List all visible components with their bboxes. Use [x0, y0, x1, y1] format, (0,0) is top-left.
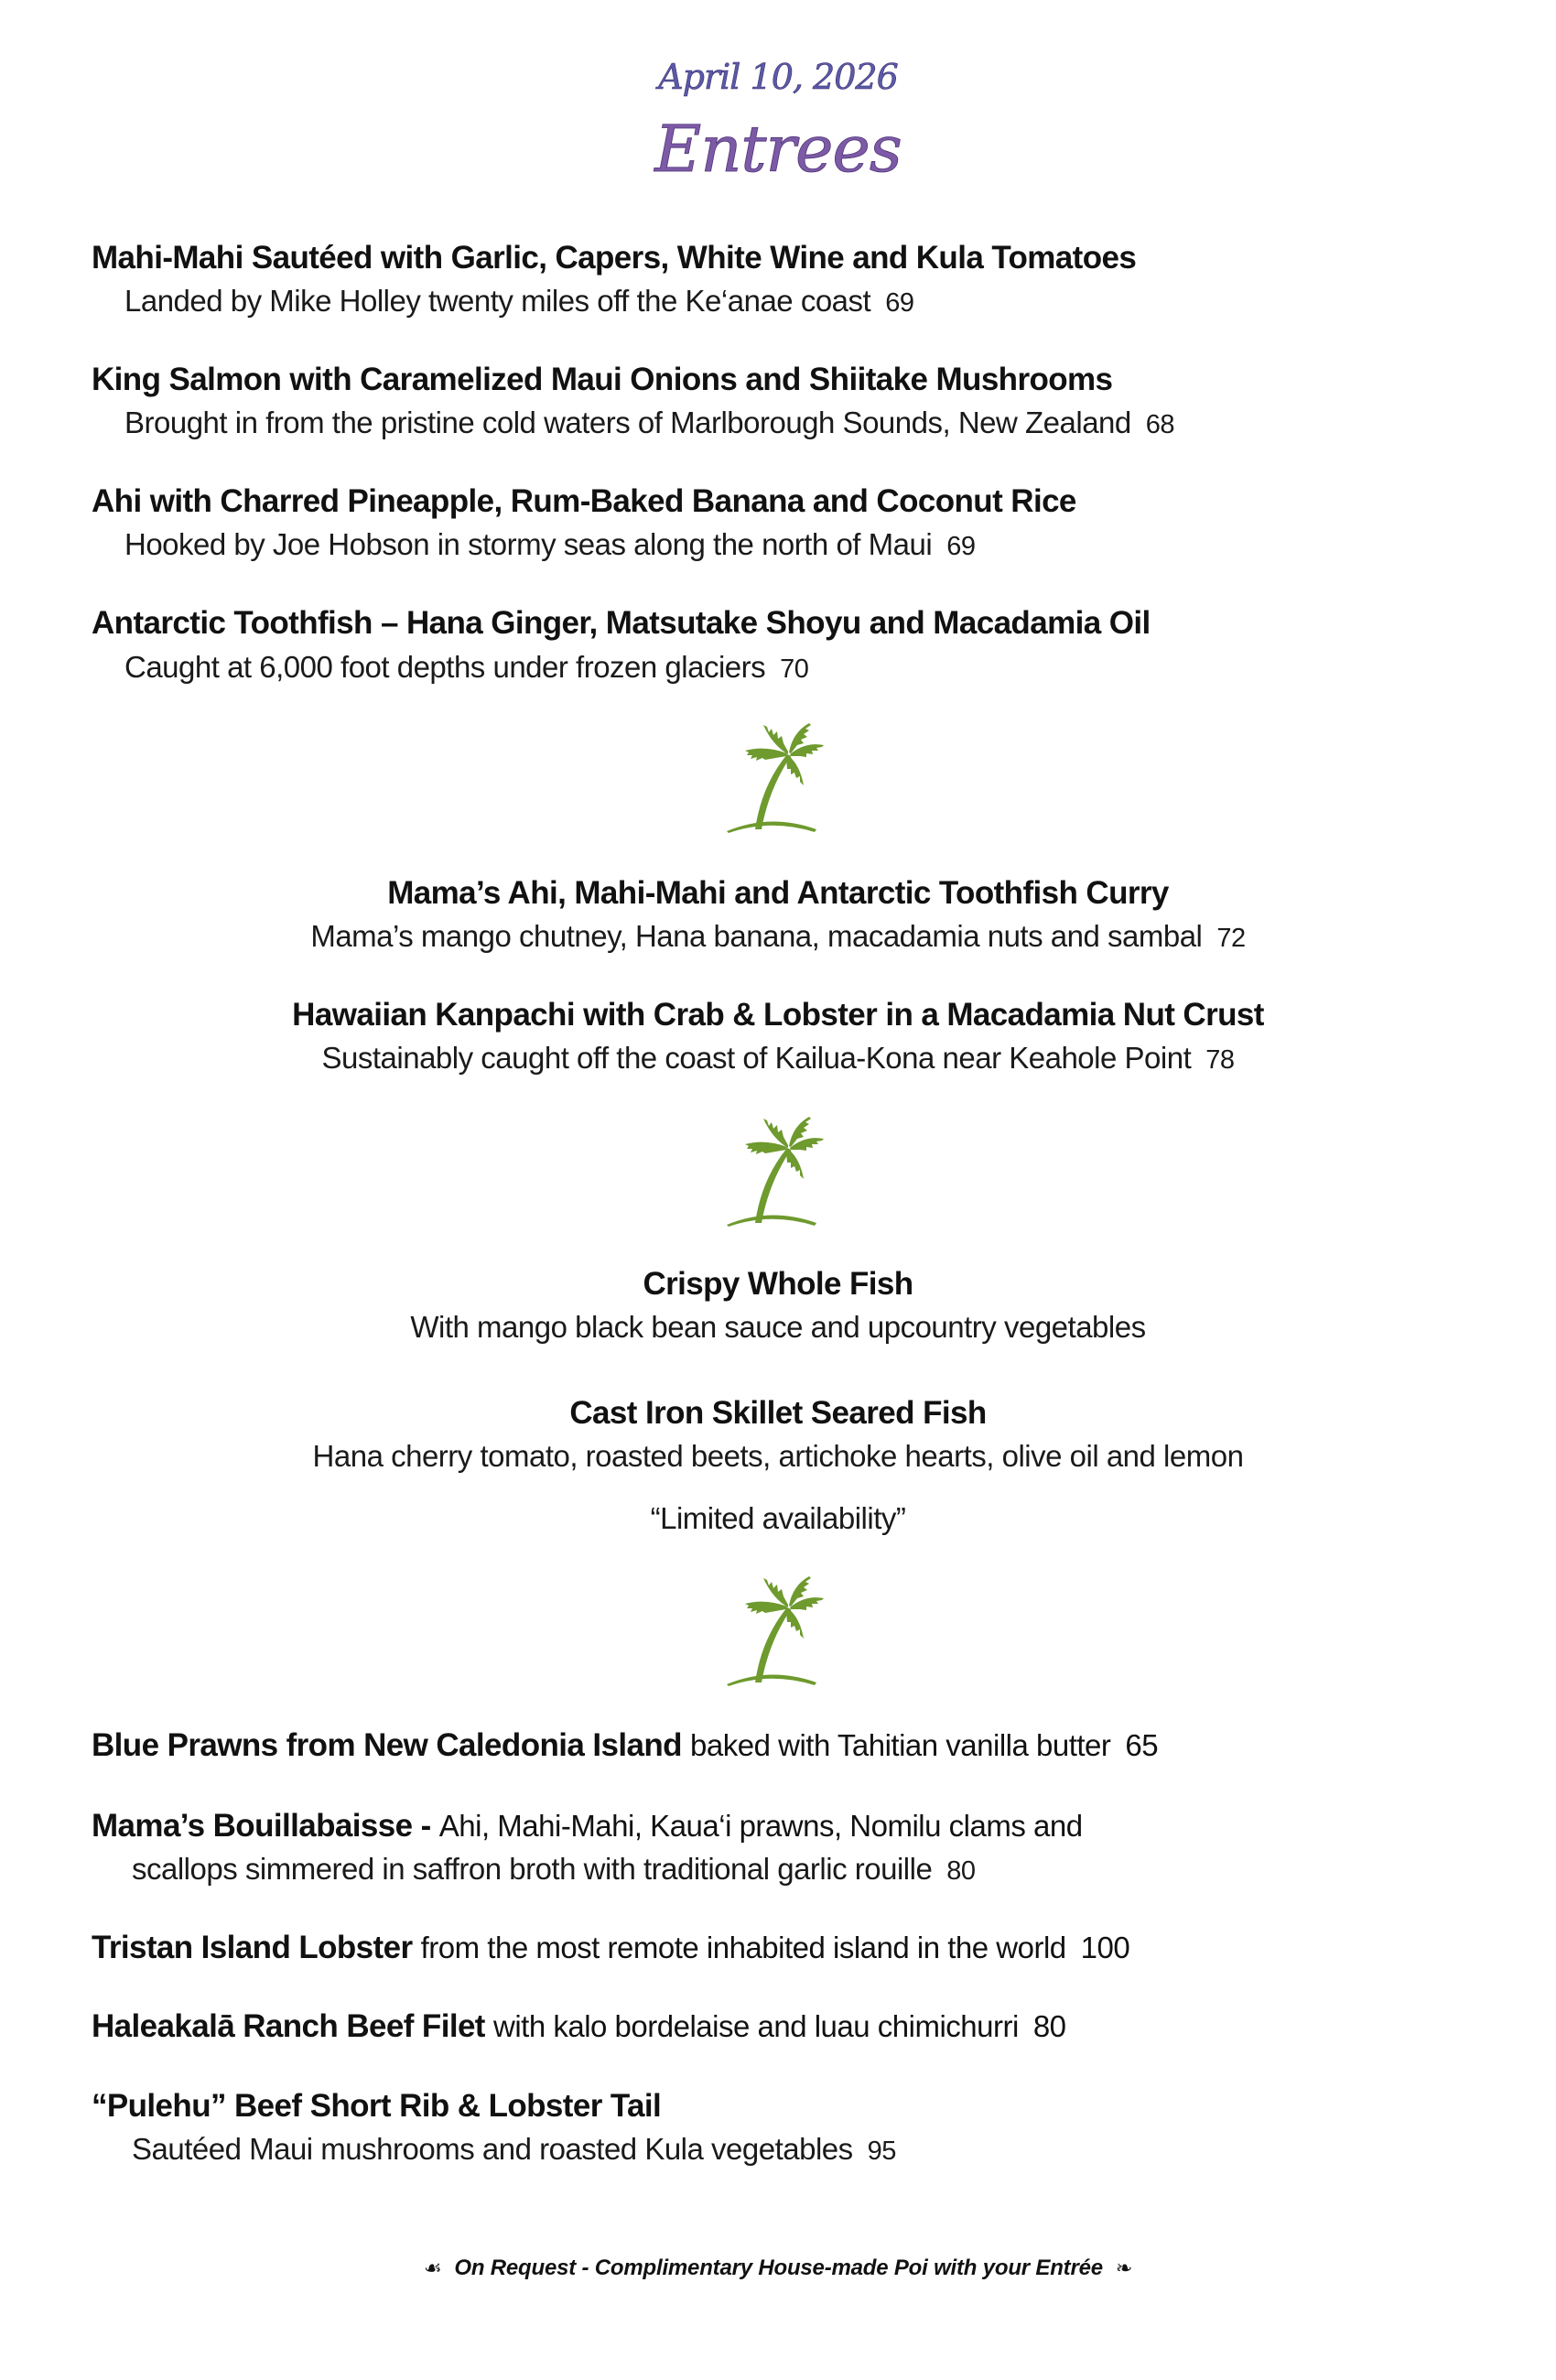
- item-price: 69: [885, 288, 914, 318]
- menu-item: [92, 2008, 1066, 2045]
- item-title: Cast Iron Skillet Seared Fish: [569, 1395, 987, 1431]
- item-description: [0, 1041, 1556, 1076]
- item-title: Mahi-Mahi Sautéed with Garlic, Capers, White Wine and Kula Tomatoes: [92, 240, 1137, 276]
- item-description: [124, 650, 808, 685]
- item-description: [132, 2132, 896, 2167]
- item-price: 80: [946, 1856, 976, 1886]
- item-description-text: Landed by Mike Holley twenty miles off the Ke‘anae coast: [124, 284, 871, 318]
- item-description-line2: scallops simmered in saffron broth with traditional garlic rouille: [132, 1852, 933, 1886]
- item-title: Antarctic Toothfish – Hana Ginger, Matsutake Shoyu and Macadamia Oil: [92, 605, 1151, 641]
- item-price: 100: [1080, 1931, 1130, 1964]
- item-title: Mama’s Bouillabaisse -: [92, 1808, 431, 1844]
- item-line1: [92, 1808, 1083, 1844]
- item-description: [124, 284, 913, 319]
- item-description-text: Brought in from the pristine cold waters of Marlborough Sounds, New Zealand: [124, 406, 1131, 439]
- item-description-text: Caught at 6,000 foot depths under frozen glaciers: [124, 650, 766, 684]
- item-description-text: baked with Tahitian vanilla butter: [690, 1728, 1111, 1762]
- item-description-text: Sautéed Maui mushrooms and roasted Kula vegetables: [132, 2132, 853, 2166]
- item-price: 80: [1032, 2009, 1066, 2043]
- item-price: 68: [1145, 410, 1175, 439]
- floral-ornament-right-icon: ❧: [1115, 2256, 1133, 2279]
- item-description: [124, 527, 975, 562]
- item-price: 65: [1125, 1728, 1159, 1762]
- item-description-text: from the most remote inhabited island in the world: [420, 1931, 1066, 1964]
- item-description: [132, 1852, 976, 1887]
- item-description: With mango black bean sauce and upcountry vegetables: [410, 1310, 1146, 1344]
- item-price: 78: [1205, 1045, 1235, 1075]
- item-title: Haleakalā Ranch Beef Filet: [92, 2008, 485, 2044]
- item-title: Tristan Island Lobster: [92, 1930, 413, 1965]
- item-description-text: with kalo bordelaise and luau chimichurri: [493, 2009, 1019, 2043]
- item-title: King Salmon with Caramelized Maui Onions and Shiitake Mushrooms: [92, 362, 1113, 397]
- footer-note: [0, 2256, 1556, 2281]
- item-description-text: Mama’s mango chutney, Hana banana, macadamia nuts and sambal: [310, 919, 1203, 953]
- item-title: Blue Prawns from New Caledonia Island: [92, 1727, 682, 1763]
- menu-item: [92, 1727, 1158, 1764]
- item-title: Crispy Whole Fish: [643, 1266, 913, 1302]
- item-description: [0, 919, 1556, 954]
- item-title: Mama’s Ahi, Mahi-Mahi and Antarctic Toothfish Curry: [387, 875, 1169, 911]
- item-price: 72: [1216, 924, 1246, 953]
- palm-tree-icon: [725, 1574, 827, 1689]
- palm-tree-icon: [725, 721, 827, 836]
- item-title: “Pulehu” Beef Short Rib & Lobster Tail: [92, 2088, 662, 2124]
- menu-date: April 10, 2026: [658, 57, 898, 97]
- item-title: Hawaiian Kanpachi with Crab & Lobster in a Macadamia Nut Crust: [292, 997, 1264, 1033]
- item-description-text: Ahi, Mahi-Mahi, Kaua‘i prawns, Nomilu clams and: [438, 1809, 1083, 1843]
- item-title: Ahi with Charred Pineapple, Rum-Baked Banana and Coconut Rice: [92, 483, 1076, 519]
- item-price: 70: [780, 654, 809, 684]
- item-price: 69: [946, 532, 976, 561]
- section-title: Entrees: [654, 112, 902, 187]
- palm-tree-icon: [725, 1115, 827, 1229]
- menu-item: [92, 1930, 1129, 1966]
- item-price: 95: [867, 2137, 896, 2166]
- availability-note: “Limited availability”: [650, 1501, 906, 1535]
- item-description: [124, 406, 1174, 440]
- footer-text: On Request - Complimentary House-made Poi with your Entrée: [454, 2256, 1103, 2280]
- floral-ornament-left-icon: ☙: [423, 2256, 442, 2279]
- item-description-text: Hooked by Joe Hobson in stormy seas along the north of Maui: [124, 527, 933, 561]
- item-description: Hana cherry tomato, roasted beets, artichoke hearts, olive oil and lemon: [312, 1439, 1244, 1473]
- item-description-text: Sustainably caught off the coast of Kailua-Kona near Keahole Point: [321, 1041, 1192, 1075]
